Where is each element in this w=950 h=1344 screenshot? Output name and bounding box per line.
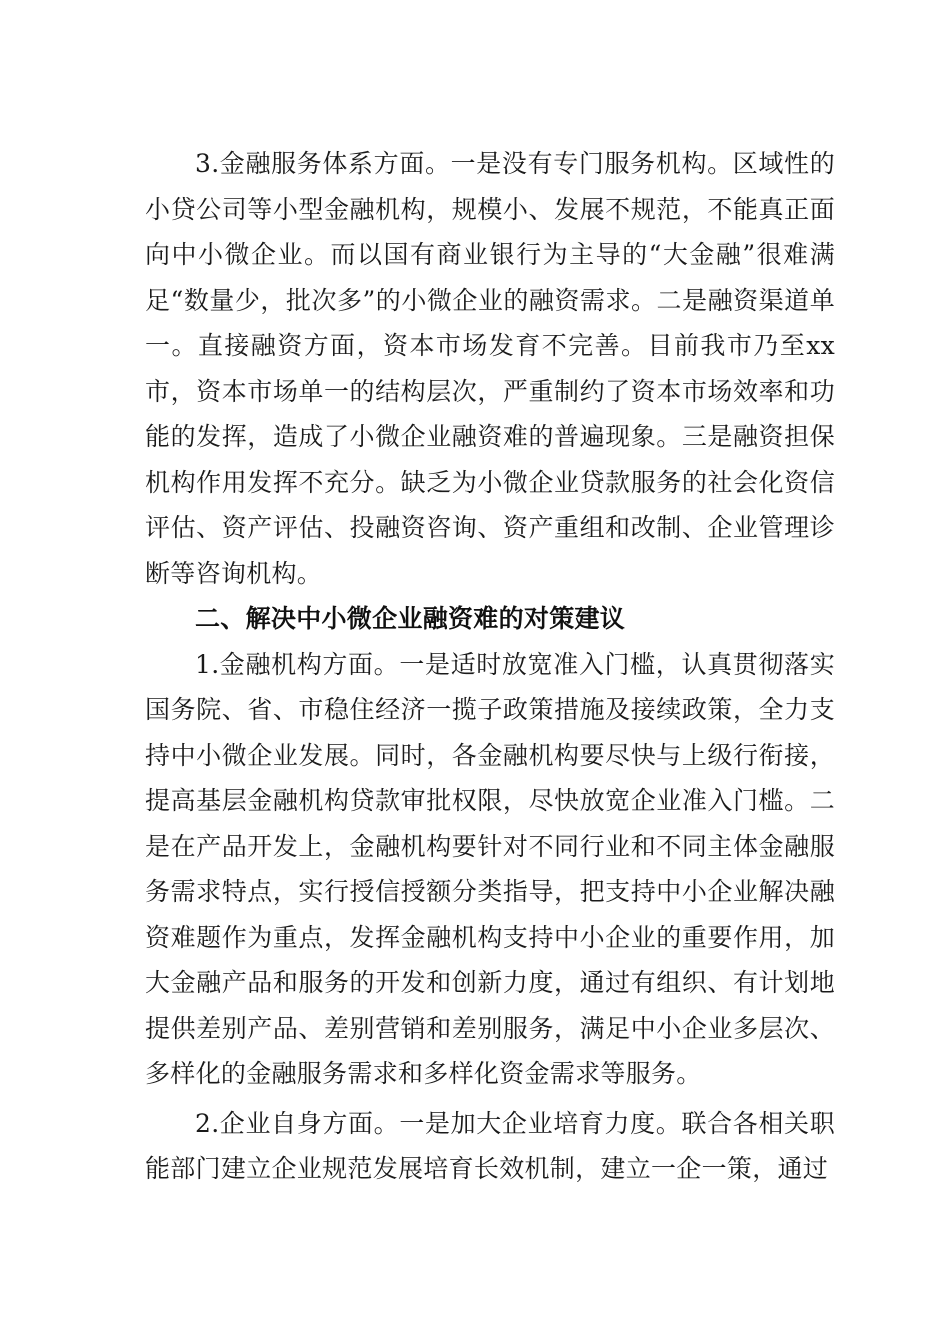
section-heading-countermeasures: 二、解决中小微企业融资难的对策建议 xyxy=(195,604,626,633)
document-body xyxy=(145,141,835,1192)
paragraph-enterprise-itself: 2.企业自身方面。一是加大企业培育力度。联合各相关职能部门建立企业规范发展培育长效机制，建立一企一策，通过 xyxy=(145,1108,835,1183)
paragraph-financial-service-system: 3.金融服务体系方面。一是没有专门服务机构。区域性的小贷公司等小型金融机构，规模小、发展不规范，不能真正面向中小微企业。而以国有商业银行为主导的“大金融”很难满足“数量少，批次多”的小微企业的融资需求。二是融资渠道单一。直接融资方面，资本市场发育不完善。目前我市乃至xx市，资本市场单一的结构层次，严重制约了资本市场效率和功能的发挥，造成了小微企业融资难的普遍现象。三是融资担保机构作用发挥不充分。缺乏为小微企业贷款服务的社会化资信评估、资产评估、投融资咨询、资产重组和改制、企业管理诊断等咨询机构。 xyxy=(145,149,835,588)
paragraph-financial-institutions: 1.金融机构方面。一是适时放宽准入门槛，认真贯彻落实国务院、省、市稳住经济一揽子政策措施及接续政策，全力支持中小微企业发展。同时，各金融机构要尽快与上级行衔接，提高基层金融机构贷款审批权限，尽快放宽企业准入门槛。二是在产品开发上，金融机构要针对不同行业和不同主体金融服务需求特点，实行授信授额分类指导，把支持中小企业解决融资难题作为重点，发挥金融机构支持中小企业的重要作用，加大金融产品和服务的开发和创新力度，通过有组织、有计划地提供差别产品、差别营销和差别服务，满足中小企业多层次、多样化的金融服务需求和多样化资金需求等服务。 xyxy=(145,649,835,1088)
